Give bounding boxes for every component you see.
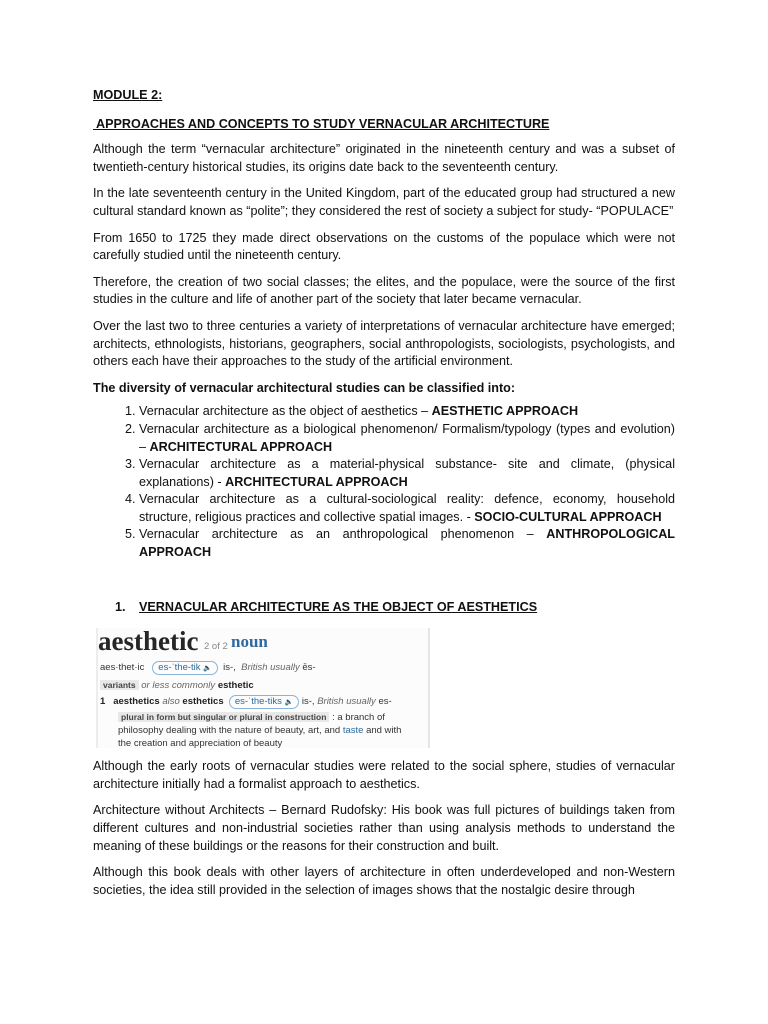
paragraph-nostalgic: Although this book deals with other layers of architecture in often underdeveloped and non-Western societies, the idea still provided in the selection of images shows that the nostalgic desire through [93, 865, 675, 897]
paragraph-observations: From 1650 to 1725 they made direct observations on the customs of the populace which were not carefully studied until the nineteenth century. [93, 230, 675, 263]
dictionary-entry-image [96, 628, 430, 748]
list-item: 3. Vernacular architecture as a material-physical substance- site and climate, (physical explanations) - ARCHITECTURAL APPROACH [139, 456, 675, 491]
definition-line-2: philosophy dealing with the nature of beauty, art, and taste and with [118, 725, 402, 737]
pronunciation-pill-2[interactable]: es-ˈthe-tiks 🔈 [229, 695, 299, 709]
document-page [93, 87, 675, 908]
pronunciation-pill[interactable]: es-ˈthe-tik 🔈 [152, 661, 218, 675]
module-title: MODULE 2: [93, 88, 163, 102]
definition-line-3: the creation and appreciation of beauty [118, 738, 283, 750]
paragraph-early-roots: Although the early roots of vernacular studies were related to the social sphere, studies of vernacular architecture initially had a formalist approach to aesthetics. [93, 759, 675, 791]
speaker-icon[interactable]: 🔈 [284, 699, 294, 707]
paragraph-polite: In the late seventeenth century in the United Kingdom, part of the educated group had structured a new cultural standard known as “polite”; they considered the rest of society a subject for study- “POPULACE” [93, 186, 675, 218]
paragraph-social-classes: Therefore, the creation of two social classes; the elites, and the populace, were the source of the first studies in the culture and life of another part of the society that later became vernacular. [93, 274, 675, 307]
approaches-list [93, 403, 675, 561]
dictionary-index: 2 of 2 [204, 641, 228, 653]
dictionary-pos: noun [231, 632, 268, 652]
speaker-icon[interactable]: 🔈 [203, 665, 212, 673]
document-subtitle: APPROACHES AND CONCEPTS TO STUDY VERNACULAR ARCHITECTURE [93, 116, 550, 131]
list-item: 1. Vernacular architecture as the object of aesthetics – AESTHETIC APPROACH [139, 403, 675, 421]
list-item: 2. Vernacular architecture as a biological phenomenon/ Formalism/typology (types and evolution) – ARCHITECTURAL APPROACH [139, 421, 675, 456]
dictionary-word: aesthetic [98, 626, 199, 657]
definition-line-1: plural in form but singular or plural in construction : a branch of [118, 711, 385, 724]
section-heading: 1. VERNACULAR ARCHITECTURE AS THE OBJECT OF AESTHETICS [115, 599, 538, 614]
list-item: 4. Vernacular architecture as a cultural-sociological reality: defence, economy, household structure, religious practices and collective spatial images. - SOCIO-CULTURAL APPROACH [139, 491, 675, 526]
paragraph-interpretations: Over the last two to three centuries a variety of interpretations of vernacular architecture have emerged; architects, ethnologists, historians, geographers, social anthropologists, sociologists, psychologists, and others each have their approaches to the study of the artificial environment. [93, 318, 675, 369]
paragraph-rudofsky: Architecture without Architects – Bernard Rudofsky: His book was full pictures of buildings taken from different cultures and non-industrial societies rather than using analysis methods to understand the meaning of these buildings or the reasons for their construction and built. [93, 803, 675, 853]
variants-row: variants or less commonly esthetic [100, 679, 254, 692]
paragraph-origins: Although the term “vernacular architecture” originated in the nineteenth century and was a subset of twentieth-century historical studies, its origins date back to the seventeenth century. [93, 142, 675, 174]
sense-row: 1 aesthetics also esthetics es-ˈthe-tiks 🔈 is-, British usually es- [100, 696, 392, 708]
pronunciation-row: aes·thet·ic es-ˈthe-tik 🔈 is-, British usually ēs- [100, 662, 316, 674]
classification-heading: The diversity of vernacular architectural studies can be classified into: [93, 380, 516, 395]
taste-link[interactable]: taste [342, 725, 364, 737]
list-item: 5. Vernacular architecture as an anthropological phenomenon – ANTHROPOLOGICAL APPROACH [139, 526, 675, 561]
